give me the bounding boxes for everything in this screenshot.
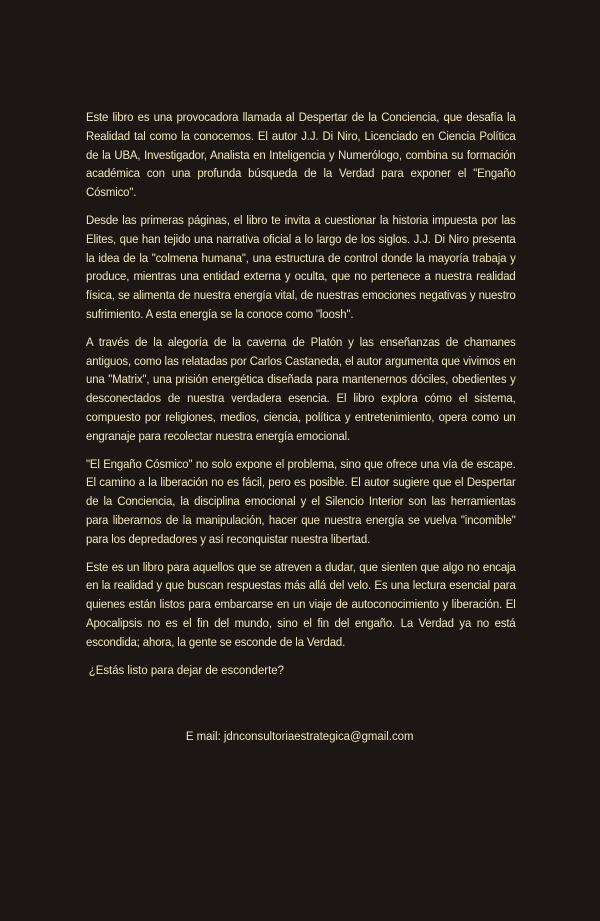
synopsis-text-block [86, 108, 516, 679]
synopsis-paragraph-5: Este es un libro para aquellos que se atreven a dudar, que sienten que algo no encaja en la realidad y que buscan respuestas más allá del velo. Es una lectura esencial para quienes están listos para embarcarse en un viaje de autoconocimiento y liberación. El Apocalipsis no es el fin del mundo, sino el fin del engaño. La Verdad ya no está escondida; ahora, la gente se esconde de la Verdad. [86, 559, 516, 649]
synopsis-paragraph-1: Este libro es una provocadora llamada al Despertar de la Conciencia, que desafía la Realidad tal como la conocemos. El autor J.J. Di Niro, Licenciado en Ciencia Política de la UBA, Investigador, Analista en Inteligencia y Numerólogo, combina su formación académica con una profunda búsqueda de la Verdad para exponer el "Engaño Cósmico". [86, 110, 516, 200]
synopsis-paragraph-4: "El Engaño Cósmico" no solo expone el problema, sino que ofrece una vía de escape. El camino a la liberación no es fácil, pero es posible. El autor sugiere que el Despertar de la Conciencia, la disciplina emocional y el Silencio Interior son las herramientas para liberarnos de la manipulación, hacer que nuestra energía se vuelva "incomible" para los depredadores y así reconquistar nuestra libertad. [86, 456, 516, 546]
synopsis-paragraph-2: Desde las primeras páginas, el libro te invita a cuestionar la historia impuesta por las Elites, que han tejido una narrativa oficial a lo largo de los siglos. J.J. Di Niro presenta la idea de la "colmena humana", una estructura de control donde la mayoría trabaja y produce, mientras una entidad externa y oculta, que no pertenece a nuestra realidad física, se alimenta de nuestra energía vital, de nuestras emociones negativas y nuestro sufrimiento. A esta energía se la conoce como "loosh". [86, 212, 516, 321]
contact-email-line [0, 727, 600, 745]
synopsis-paragraph-3: A través de la alegoría de la caverna de Platón y las enseñanzas de chamanes antiguos, como las relatadas por Carlos Castaneda, el autor argumenta que vivimos en una "Matrix", una prisión energética diseñada para mantenernos dóciles, obedientes y desconectados de nuestra verdadera esencia. El libro explora cómo el sistema, compuesto por religiones, medios, ciencia, política y entretenimiento, opera como un engranaje para recolectar nuestra energía emocional. [86, 334, 516, 443]
closing-question: ¿Estás listo para dejar de esconderte? [88, 662, 284, 677]
contact-email: E mail: jdnconsultoriaestrategica@gmail.com [186, 729, 414, 743]
